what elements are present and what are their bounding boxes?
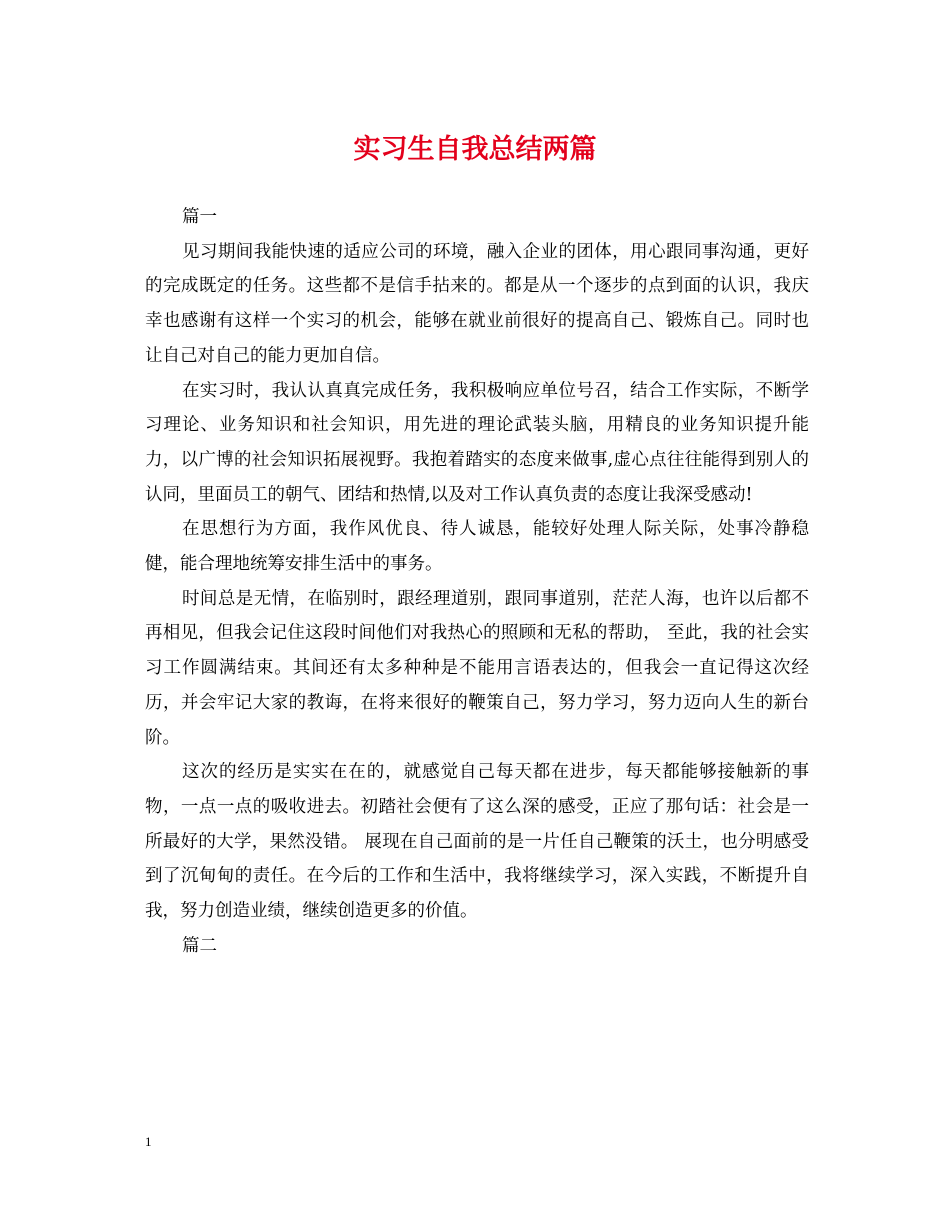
document-title: 实习生自我总结两篇 <box>353 134 597 165</box>
paragraph: 时间总是无情，在临别时，跟经理道别，跟同事道别，茫茫人海，也许以后都不再相见，但我会记住这段时间他们对我热心的照顾和无私的帮助， 至此，我的社会实习工作圆满结束。其间还有太多种种是不能用言语表达的，但我会一直记得这次经历，并会牢记大家的教诲，在将来很好的鞭策自己，努力学习，努力迈向人生的新台阶。 <box>145 588 809 748</box>
paragraph: 见习期间我能快速的适应公司的环境，融入企业的团体，用心跟同事沟通，更好的完成既定的任务。这些都不是信手拈来的。都是从一个逐步的点到面的认识，我庆幸也感谢有这样一个实习的机会，能够在就业前很好的提高自己、锻炼自己。同时也让自己对自己的能力更加自信。 <box>145 241 809 366</box>
paragraph: 在思想行为方面，我作风优良、待人诚恳，能较好处理人际关际，处事冷静稳健，能合理地统筹安排生活中的事务。 <box>145 519 809 575</box>
page-number: 1 <box>145 1134 152 1149</box>
section-heading-1: 篇一 <box>182 207 217 227</box>
document-body <box>145 200 809 963</box>
section-heading-2: 篇二 <box>182 935 217 956</box>
paragraph: 在实习时，我认认真真完成任务，我积极响应单位号召，结合工作实际，不断学习理论、业务知识和社会知识，用先进的理论武装头脑，用精良的业务知识提升能力，以广博的社会知识拓展视野。我抱着踏实的态度来做事,虚心点往往能得到别人的认同，里面员工的朝气、团结和热情,以及对工作认真负责的态度让我深受感动! <box>145 380 809 505</box>
paragraph: 这次的经历是实实在在的，就感觉自己每天都在进步，每天都能够接触新的事物，一点一点的吸收进去。初踏社会便有了这么深的感受，正应了那句话：社会是一所最好的大学，果然没错。 展现在自己面前的是一片任自己鞭策的沃土，也分明感受到了沉甸甸的责任。在今后的工作和生活中，我将继续学习，深入实践，不断提升自我，努力创造业绩，继续创造更多的价值。 <box>145 762 809 922</box>
